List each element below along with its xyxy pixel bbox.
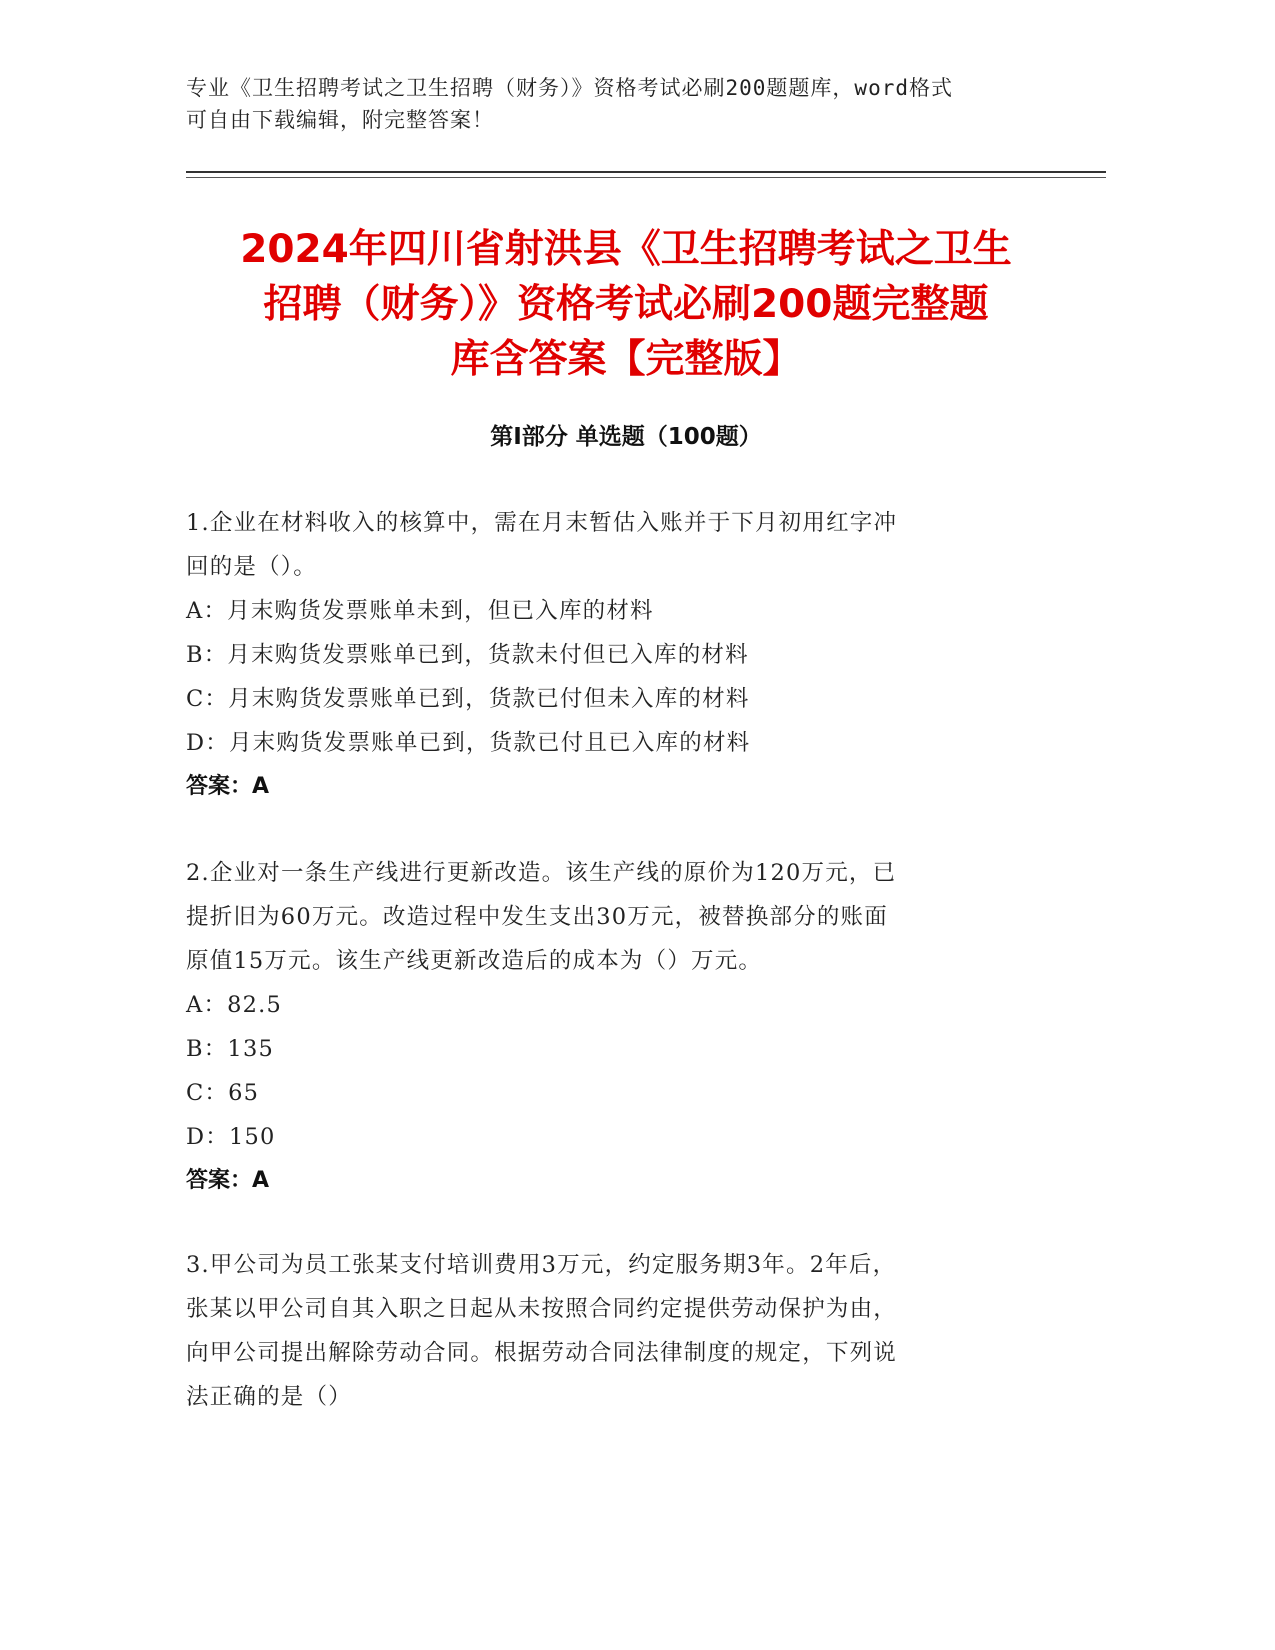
answer-label: 答案：A <box>186 774 270 799</box>
question-stem-line: 提折旧为60万元。改造过程中发生支出30万元，被替换部分的账面 <box>186 904 888 930</box>
option-a: A：月末购货发票账单未到，但已入库的材料 <box>186 598 654 624</box>
option-d: D：月末购货发票账单已到，货款已付且已入库的材料 <box>186 730 751 756</box>
header-note <box>186 72 1066 136</box>
question-stem-line: 法正确的是（） <box>186 1384 352 1410</box>
question-3 <box>186 1243 1066 1419</box>
option-c: C：月末购货发票账单已到，货款已付但未入库的材料 <box>186 686 750 712</box>
title-line: 库含答案【完整版】 <box>450 337 802 382</box>
option-c: C：65 <box>186 1080 260 1106</box>
question-2 <box>186 851 1066 1203</box>
header-note-line: 专业《卫生招聘考试之卫生招聘（财务）》资格考试必刷200题题库，word格式 <box>186 76 953 100</box>
question-stem-line: 3.甲公司为员工张某支付培训费用3万元，约定服务期3年。2年后， <box>186 1252 897 1278</box>
answer-label: 答案：A <box>186 1168 270 1193</box>
question-1 <box>186 501 1066 809</box>
question-stem-line: 回的是（）。 <box>186 554 317 580</box>
question-stem-line: 2.企业对一条生产线进行更新改造。该生产线的原价为120万元，已 <box>186 860 897 886</box>
header-note-line: 可自由下载编辑，附完整答案！ <box>186 108 494 132</box>
title-line: 2024年四川省射洪县《卫生招聘考试之卫生 <box>240 227 1012 272</box>
question-stem-line: 原值15万元。该生产线更新改造后的成本为（）万元。 <box>186 948 763 974</box>
question-stem-line: 向甲公司提出解除劳动合同。根据劳动合同法律制度的规定，下列说 <box>186 1340 898 1366</box>
option-a: A：82.5 <box>186 992 283 1018</box>
question-stem-line: 1.企业在材料收入的核算中，需在月末暂估入账并于下月初用红字冲 <box>186 510 898 536</box>
title-line: 招聘（财务）》资格考试必刷200题完整题 <box>263 282 989 327</box>
option-d: D：150 <box>186 1124 276 1150</box>
option-b: B：135 <box>186 1036 274 1062</box>
document-title <box>186 222 1066 387</box>
option-b: B：月末购货发票账单已到，货款未付但已入库的材料 <box>186 642 749 668</box>
header-rule-thick <box>186 171 1106 173</box>
section-heading: 第Ⅰ部分 单选题（100题） <box>490 424 762 450</box>
question-stem-line: 张某以甲公司自其入职之日起从未按照合同约定提供劳动保护为由， <box>186 1296 898 1322</box>
header-rule-thin <box>186 177 1106 178</box>
